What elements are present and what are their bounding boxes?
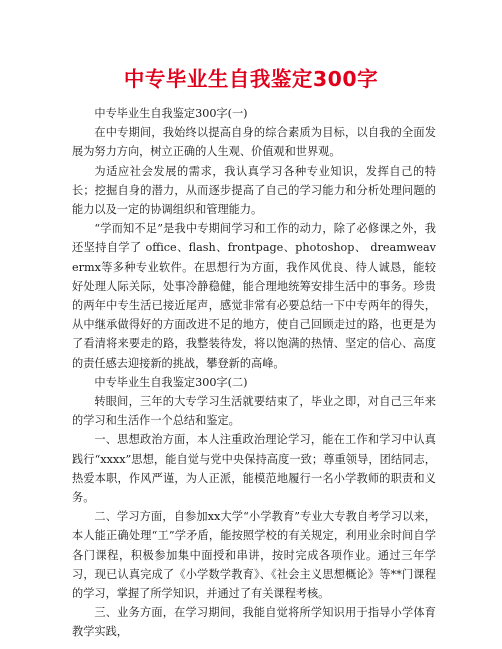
section-heading-2: 中专毕业生自我鉴定300字(二) — [94, 375, 248, 389]
paragraph: 转眼间，三年的大专学习生活就要结束了，毕业之即，对自己三年来的学习和生活作一个总结和鉴定。 — [72, 395, 436, 428]
paragraph: 在中专期间，我始终以提高自身的综合素质为目标，以自我的全面发展为努力方向，树立正确的人生观、价值观和世界观。 — [72, 126, 436, 159]
paragraph: 一、思想政治方面，本人注重政治理论学习，能在工作和学习中认真践行“xxxx”思想，能自觉与党中央保持高度一致；尊重领导，团结同志，热爱本职，作风严谨，为人正派，能模范地履行一名小学教师的职责和义务。 — [72, 433, 436, 505]
paragraph: 二、学习方面，自参加xx大学“小学教育”专业大专教自考学习以来，本人能正确处理“工”学矛盾，能按照学校的有关规定，利用业余时间自学各门课程，积极参加集中面授和串讲，按时完成各项作业。通过三年学习，现已认真完成了《小学数学教育》、《社会主义思想概论》等**门课程的学习，掌握了所学知识，并通过了有关课程考核。 — [72, 510, 436, 601]
document-body — [72, 104, 436, 642]
paragraph: 为适应社会发展的需求，我认真学习各种专业知识，发挥自己的特长；挖掘自身的潜力，从而逐步提高了自己的学习能力和分析处理问题的能力以及一定的协调组织和管理能力。 — [72, 164, 436, 217]
paragraph: “学而知不足”是我中专期间学习和工作的动力，除了必修课之外，我还坚持自学了 office、flash、frontpage、photoshop、 dreamweavermx等多种专业软件。在思想行为方面，我作风优良、待人诚恳，能较好处理人际关际，处事冷静稳健，能合理地统筹安排生活中的事务。珍贵的两年中专生活已接近尾声，感觉非常有必要总结一下中专两年的得失，从中继承做得好的方面改进不足的地方，使自己回顾走过的路，也更是为了看清将来要走的路，我整装待发，将以饱满的热情、坚定的信心、高度的责任感去迎接新的挑战，攀登新的高峰。 — [72, 222, 436, 370]
document-title: 中专毕业生自我鉴定300字 — [123, 67, 379, 91]
section-heading-1: 中专毕业生自我鉴定300字(一) — [94, 107, 248, 120]
paragraph: 三、业务方面，在学习期间，我能自觉将所学知识用于指导小学体育教学实践， — [72, 606, 436, 639]
